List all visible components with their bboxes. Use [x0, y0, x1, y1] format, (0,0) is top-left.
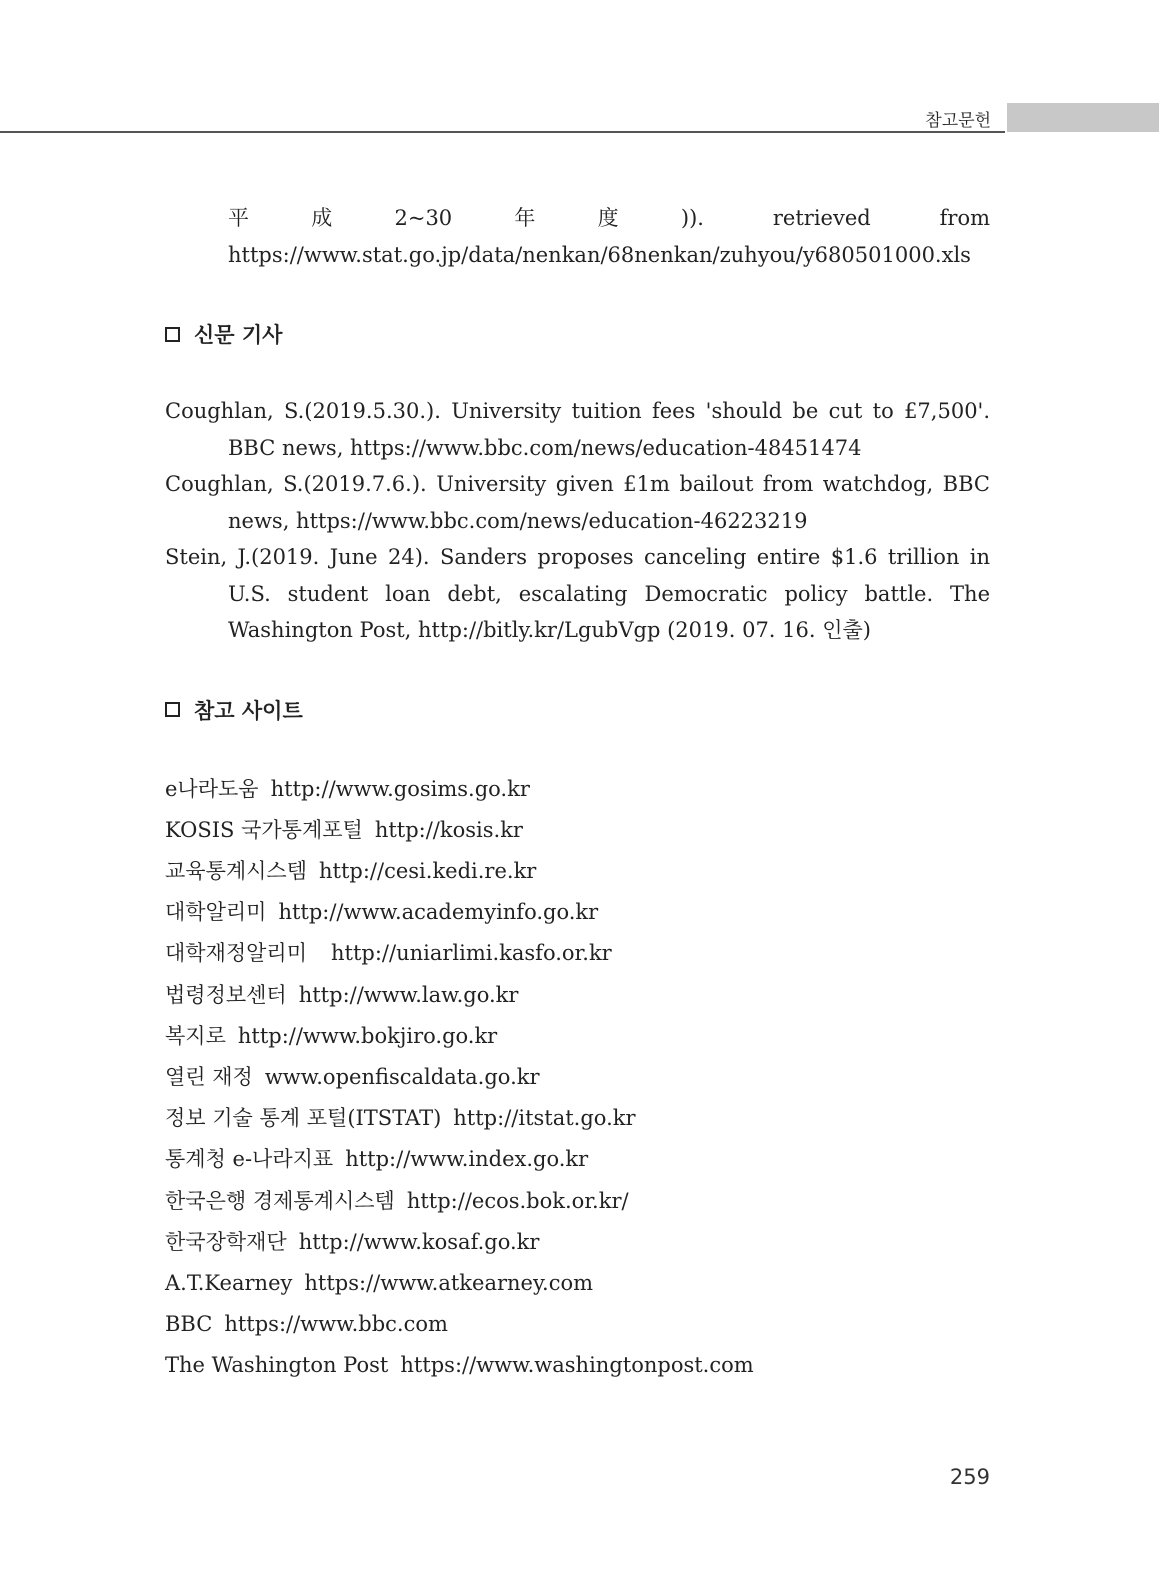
page-number: 259	[949, 1465, 990, 1489]
site-item	[165, 1098, 990, 1139]
site-name: 교육통계시스템	[165, 858, 308, 883]
site-url[interactable]: http://itstat.go.kr	[453, 1106, 636, 1131]
site-url[interactable]: http://uniarlimi.kasfo.or.kr	[331, 941, 612, 966]
site-name: 한국은행 경제통계시스템	[165, 1188, 395, 1213]
news-reference-item: Coughlan, S.(2019.5.30.). University tuition fees 'should be cut to £7,500'. BBC news, https://www.bbc.com/news/education-48451474	[165, 399, 990, 460]
site-list	[165, 769, 990, 1387]
site-url[interactable]: https://www.bbc.com	[224, 1312, 448, 1337]
site-item	[165, 892, 990, 933]
reference-continuation: 平成2~30年度)). retrieved from https://www.stat.go.jp/data/nenkan/68nenkan/zuhyou/y680501000.xls	[228, 206, 990, 267]
site-name: 법령정보센터	[165, 982, 287, 1007]
site-name: 대학알리미	[165, 900, 267, 925]
site-item	[165, 1181, 990, 1222]
news-section-heading	[165, 319, 990, 349]
checkbox-square-icon	[165, 702, 180, 717]
site-item	[165, 1263, 990, 1304]
site-url[interactable]: http://www.index.go.kr	[345, 1147, 589, 1172]
site-url[interactable]: https://www.washingtonpost.com	[400, 1353, 754, 1378]
news-section-title: 신문 기사	[194, 323, 283, 347]
site-name: 정보 기술 통계 포털(ITSTAT)	[165, 1106, 442, 1131]
sites-section-heading	[165, 695, 990, 725]
site-name: 통계청 e-나라지표	[165, 1147, 334, 1172]
site-url[interactable]: www.openfiscaldata.go.kr	[264, 1064, 540, 1089]
header-bar	[1007, 103, 1159, 132]
header-rule	[0, 131, 1005, 133]
running-header-title: 참고문헌	[925, 111, 991, 131]
site-item	[165, 810, 990, 851]
site-url[interactable]: http://www.gosims.go.kr	[270, 776, 530, 801]
site-name: A.T.Kearney	[165, 1270, 293, 1295]
news-reference-list	[165, 393, 990, 649]
site-item	[165, 769, 990, 810]
checkbox-square-icon	[165, 327, 180, 342]
news-reference-item: Stein, J.(2019. June 24). Sanders proposes canceling entire $1.6 trillion in U.S. student loan debt, escalating Democratic policy battle. The Washington Post, http://bitly.kr/LgubVgp (2019. 07. 16. 인출)	[165, 545, 990, 642]
site-name: 복지로	[165, 1023, 226, 1048]
site-name: The Washington Post	[165, 1353, 389, 1378]
site-url[interactable]: https://www.atkearney.com	[304, 1270, 594, 1295]
sites-section-title: 참고 사이트	[194, 698, 303, 723]
site-name: 한국장학재단	[165, 1229, 287, 1254]
site-url[interactable]: http://www.law.go.kr	[298, 982, 519, 1007]
site-url[interactable]: http://www.academyinfo.go.kr	[278, 900, 599, 925]
site-url[interactable]: http://ecos.bok.or.kr/	[406, 1188, 629, 1213]
site-url[interactable]: http://cesi.kedi.re.kr	[319, 858, 537, 883]
site-url[interactable]: http://www.bokjiro.go.kr	[237, 1023, 498, 1048]
site-name: e나라도움	[165, 776, 259, 801]
news-reference-item: Coughlan, S.(2019.7.6.). University given £1m bailout from watchdog, BBC news, https://www.bbc.com/news/education-46223219	[165, 472, 990, 533]
site-url[interactable]: http://kosis.kr	[374, 817, 523, 842]
references-content	[165, 200, 990, 1387]
site-item	[165, 1304, 990, 1345]
site-item	[165, 851, 990, 892]
site-item	[165, 1057, 990, 1098]
site-url[interactable]: http://www.kosaf.go.kr	[298, 1229, 540, 1254]
site-item	[165, 1016, 990, 1057]
site-name: 대학재정알리미	[165, 941, 308, 966]
site-name: KOSIS 국가통계포털	[165, 817, 363, 842]
site-item	[165, 1139, 990, 1180]
site-item	[165, 1222, 990, 1263]
site-item	[165, 933, 990, 974]
site-item	[165, 975, 990, 1016]
site-name: 열린 재정	[165, 1064, 253, 1089]
site-name: BBC	[165, 1312, 213, 1337]
site-item	[165, 1345, 990, 1386]
